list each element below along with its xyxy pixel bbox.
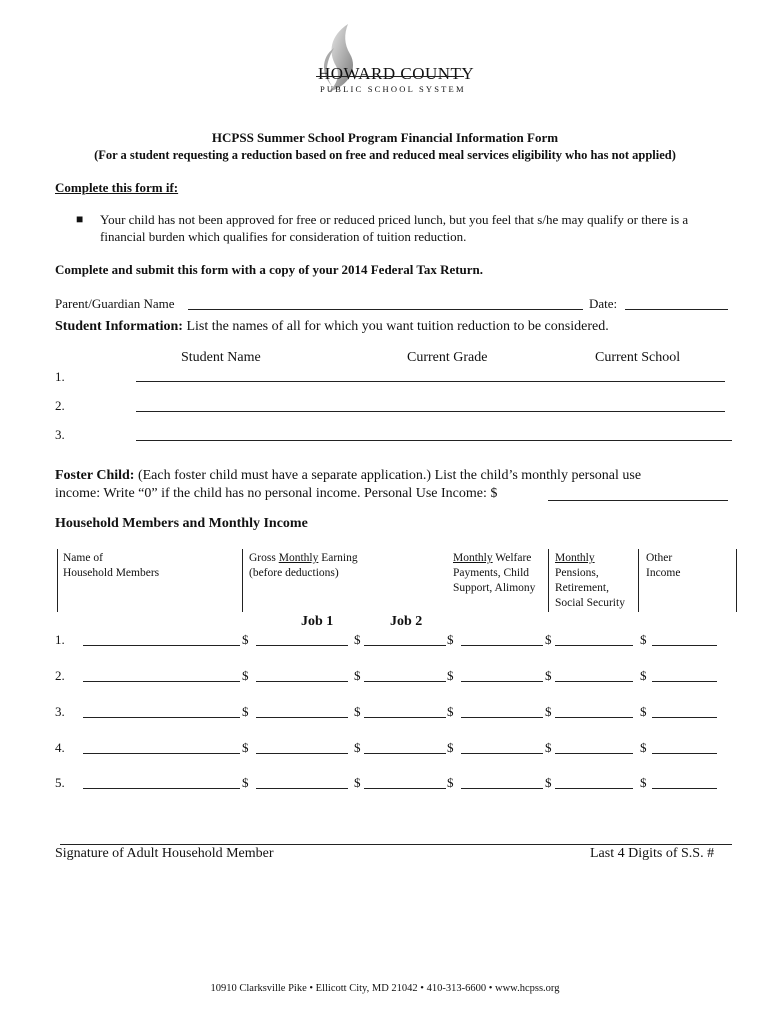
bullet-line1: Your child has not been approved for free or reduced priced lunch, but you feel that s/he may qualify or there is a [100,212,689,227]
dollar-sign: $ [354,775,361,790]
household-field[interactable] [555,717,633,718]
date-field[interactable] [625,309,728,310]
col-divider [736,549,737,612]
student-row-field[interactable] [136,440,732,441]
household-field[interactable] [364,681,446,682]
ss-label: Last 4 Digits of S.S. # [590,846,715,861]
household-row-num: 3. [55,704,65,719]
signature-label: Signature of Adult Household Member [55,846,274,861]
dollar-sign: $ [354,740,361,755]
col-gross-header-line2: (before deductions) [249,567,339,579]
foster-text2: income: Write “0” if the child has no personal income. Personal Use Income: $ [55,486,498,501]
dollar-sign: $ [242,775,249,790]
household-field[interactable] [652,645,717,646]
household-heading: Household Members and Monthly Income [55,516,308,531]
household-field[interactable] [461,645,543,646]
dollar-sign: $ [545,632,552,647]
col-current-school: Current School [595,350,681,365]
household-field[interactable] [364,717,446,718]
col-gross-header-line1 [249,551,358,566]
footer-address: 10910 Clarksville Pike • Ellicott City, MD 21042 • 410-313-6600 • www.hcpss.org [210,983,560,994]
monthly-word: Monthly [453,552,493,564]
student-row-num: 2. [55,398,65,413]
logo [310,22,475,122]
dollar-sign: $ [354,704,361,719]
household-field[interactable] [83,788,240,789]
col-divider [638,549,639,612]
household-row-num: 5. [55,775,65,790]
household-field[interactable] [652,753,717,754]
monthly-word: Monthly [278,552,319,564]
student-info-text: List the names of all for which you want tuition reduction to be considered. [186,319,609,334]
household-field[interactable] [461,788,543,789]
household-field[interactable] [256,717,348,718]
household-field[interactable] [256,753,348,754]
logo-line2: PUBLIC SCHOOL SYSTEM [320,84,466,94]
dollar-sign: $ [354,632,361,647]
household-field[interactable] [83,717,240,718]
col-welfare-header [453,551,535,596]
household-field[interactable] [555,788,633,789]
welfare-word: Welfare [492,552,532,564]
col-welfare-header-line3: Support, Alimony [453,582,536,594]
earning-word: Earning [318,552,358,564]
dollar-sign: $ [640,632,647,647]
dollar-sign: $ [447,632,454,647]
student-row-field[interactable] [136,411,725,412]
page-title: HCPSS Summer School Program Financial Information Form [211,130,559,145]
col-other-header [646,551,680,581]
col-pension-header-line4: Social Security [555,597,625,609]
parent-name-field[interactable] [188,309,583,310]
col-student-name: Student Name [181,350,261,365]
household-field[interactable] [83,753,240,754]
household-field[interactable] [256,645,348,646]
household-field[interactable] [652,788,717,789]
household-field[interactable] [652,681,717,682]
col-name-header [63,551,159,581]
student-info [55,319,609,335]
parent-label: Parent/Guardian Name [55,296,175,311]
student-row-num: 1. [55,369,65,384]
col-name-header-line2: Household Members [63,567,160,579]
household-field[interactable] [555,753,633,754]
job2-label: Job 2 [390,614,423,629]
household-field[interactable] [461,681,543,682]
dollar-sign: $ [447,740,454,755]
job1-label: Job 1 [301,614,334,629]
household-field[interactable] [652,717,717,718]
dollar-sign: $ [545,668,552,683]
dollar-sign: $ [640,668,647,683]
col-welfare-header-line2: Payments, Child [453,567,530,579]
household-field[interactable] [461,753,543,754]
household-field[interactable] [555,681,633,682]
foster-line1 [55,468,735,484]
dollar-sign: $ [447,668,454,683]
col-divider [548,549,549,612]
col-other-header-line1: Other [646,552,673,564]
foster-text1: (Each foster child must have a separate application.) List the child’s monthly personal use [137,468,642,483]
household-row-num: 4. [55,740,65,755]
col-divider [57,549,58,612]
household-row-num: 1. [55,632,65,647]
col-welfare-header-line1 [453,551,535,566]
bullet-line2: financial burden which qualifies for consideration of tuition reduction. [100,229,467,244]
dollar-sign: $ [640,704,647,719]
student-row-field[interactable] [136,381,725,382]
logo-rule [316,76,464,77]
submit-note: Complete and submit this form with a copy of your 2014 Federal Tax Return. [55,262,484,277]
complete-if-heading: Complete this form if: [55,180,179,195]
household-field[interactable] [364,753,446,754]
household-field[interactable] [555,645,633,646]
col-gross-header [249,551,358,581]
dollar-sign: $ [447,775,454,790]
dollar-sign: $ [545,740,552,755]
col-current-grade: Current Grade [407,350,488,365]
page-subtitle: (For a student requesting a reduction based on free and reduced meal services eligibility who has not applied) [94,148,676,162]
personal-income-field[interactable] [548,500,728,501]
gross-word: Gross [249,552,279,564]
col-pension-header-line2: Pensions, [555,567,599,579]
col-pension-header-line1: Monthly [555,552,595,564]
household-row-num: 2. [55,668,65,683]
dollar-sign: $ [545,704,552,719]
household-field[interactable] [256,681,348,682]
dollar-sign: $ [354,668,361,683]
dollar-sign: $ [640,775,647,790]
logo-line1: HOWARD COUNTY [318,64,475,83]
dollar-sign: $ [545,775,552,790]
col-pension-header-line3: Retirement, [555,582,609,594]
dollar-sign: $ [242,740,249,755]
household-field[interactable] [256,788,348,789]
dollar-sign: $ [640,740,647,755]
household-field[interactable] [461,717,543,718]
col-name-header-line1: Name of [63,552,103,564]
household-field[interactable] [83,645,240,646]
student-info-heading: Student Information: [55,319,183,334]
col-divider [242,549,243,612]
foster-heading: Foster Child: [55,468,135,483]
bullet-icon: ■ [76,212,84,226]
household-field[interactable] [364,645,446,646]
col-pension-header [555,551,625,611]
household-field[interactable] [364,788,446,789]
household-field[interactable] [83,681,240,682]
dollar-sign: $ [242,632,249,647]
dollar-sign: $ [242,668,249,683]
dollar-sign: $ [447,704,454,719]
col-other-header-line2: Income [646,567,681,579]
date-label: Date: [589,296,618,311]
student-row-num: 3. [55,427,65,442]
dollar-sign: $ [242,704,249,719]
signature-field[interactable] [60,844,732,845]
